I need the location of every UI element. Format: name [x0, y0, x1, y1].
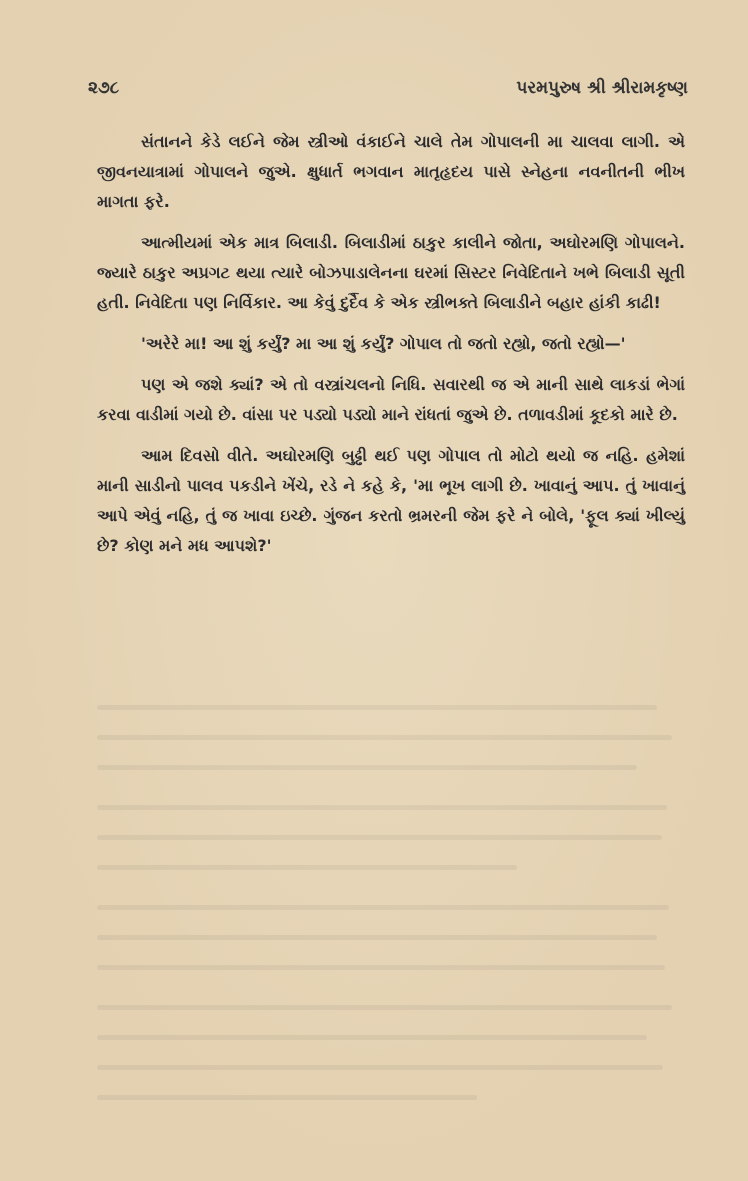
running-title: પરમપુરુષ શ્રી શ્રીરામકૃષ્ણ: [516, 78, 688, 98]
paragraph-2: આત્મીયમાં એક માત્ર બિલાડી. બિલાડીમાં ઠાકુર કાલીને જોતા, અઘોરમણિ ગોપાલને. જ્યારે ઠાકુર અપ્રગટ થયા ત્યારે બોઝપાડાલેનના ઘરમાં સિસ્ટર નિવેદિતાને ખભે બિલાડી સૂતી હતી. નિવેદિતા પણ નિર્વિકાર. આ કેવું દુર્દૈવ કે એક સ્ત્રીભક્તે બિલાડીને બહાર હાંકી કાઢી!: [97, 233, 685, 312]
paragraph-1: સંતાનને કેડે લઈને જેમ સ્ત્રીઓ વંકાઈને ચાલે તેમ ગોપાલની મા ચાલવા લાગી. એ જીવનયાત્રામાં ગોપાલને જુએ. ક્ષુધાર્ત ભગવાન માતૃહૃદય પાસે સ્નેહના નવનીતની ભીખ માગતા ફરે.: [97, 132, 685, 211]
body-text: [97, 127, 685, 572]
page-number: ૨૭૮: [88, 78, 120, 98]
paragraph-5: આમ દિવસો વીતે. અઘોરમણિ બુઢ્ઢી થઈ પણ ગોપાલ તો મોટો થયો જ નહિ. હમેશાં માની સાડીનો પાલવ પકડીને ખેંચે, રડે ને કહે કે, 'મા ભૂખ લાગી છે. ખાવાનું આપ. તું ખાવાનું આપે એવું નહિ, તું જ ખાવા ઇચ્છે. ગુંજન કરતો ભ્રમરની જેમ ફરે ને બોલે, 'ફૂલ ક્યાં ખીલ્યું છે? કોણ મને મધ આપશે?': [97, 446, 685, 555]
paragraph-4: પણ એ જશે ક્યાં? એ તો વસ્ત્રાંચલનો નિધિ. સવારથી જ એ માની સાથે લાકડાં ભેગાં કરવા વાડીમાં ગયો છે. વાંસા પર પડ્યો પડ્યો માને રાંધતાં જુએ છે. તળાવડીમાં કૂદકો મારે છે.: [97, 375, 685, 424]
reverse-side-bleed-through: [97, 705, 677, 1125]
page-header: [88, 78, 688, 102]
paragraph-3: 'અરેરે મા! આ શું કર્યું? મા આ શું કર્યું? ગોપાલ તો જતો રહ્યો, જતો રહ્યો—': [141, 334, 626, 353]
